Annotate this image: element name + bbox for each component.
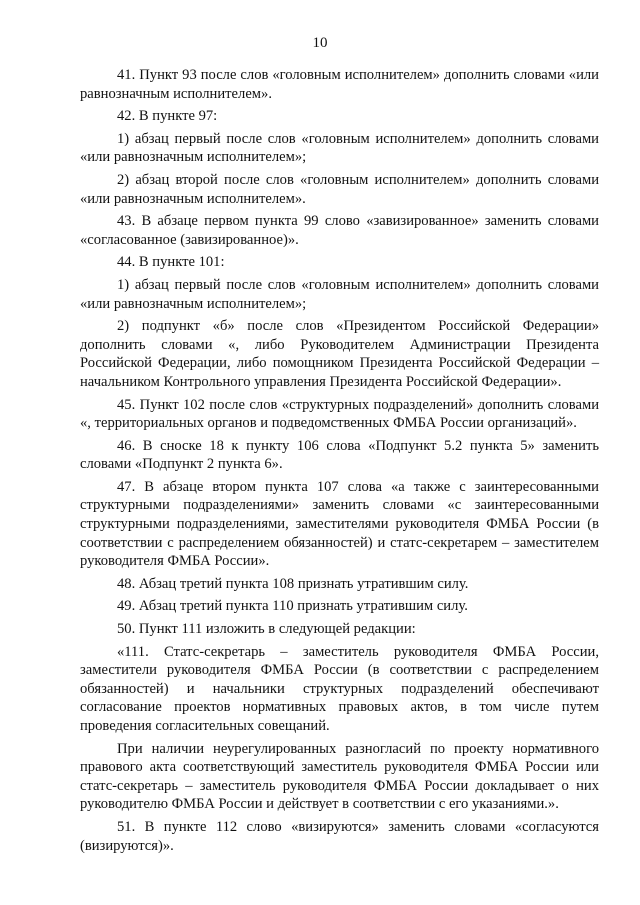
paragraph-50: 50. Пункт 111 изложить в следующей редакции: [117,621,416,638]
paragraph-42-2: 2) абзац второй после слов «головным исполнителем» дополнить словами «или равнозначным исполнителем». [80,171,599,207]
paragraph-42-1: 1) абзац первый после слов «головным исполнителем» дополнить словами «или равнозначным исполнителем»; [80,130,599,166]
paragraph-42: 42. В пункте 97: [117,108,218,125]
paragraph-43: 43. В абзаце первом пункта 99 слово «завизированное» заменить словами «согласованное (завизированное)». [80,213,599,248]
paragraph-41: 41. Пункт 93 после слов «головным исполнителем» дополнить словами «или равнозначным исполнителем». [80,67,599,102]
paragraph-50-quote-cont: При наличии неурегулированных разногласий по проекту нормативного правового акта соответствующий заместитель руководителя ФМБА России или статс-секретарь – заместитель руководителя ФМБА России докладывает о них руководителю ФМБА России и действует в соответствии с его указаниями.». [80,740,599,813]
paragraph-48: 48. Абзац третий пункта 108 признать утратившим силу. [117,575,469,592]
paragraph-46: 46. В сноске 18 к пункту 106 слова «Подпункт 5.2 пункта 5» заменить словами «Подпункт 2 пункта 6». [80,437,599,473]
page-number: 10 [312,35,328,51]
paragraph-44-2: 2) подпункт «б» после слов «Президентом Российской Федерации» дополнить словами «, либо Руководителем Администрации Президента Российской Федерации, либо помощником Президента Российской Федерации – начальником Контрольного управления Президента Российской Федерации». [80,318,599,390]
paragraph-51: 51. В пункте 112 слово «визируются» заменить словами «согласуются (визируются)». [80,818,599,854]
paragraph-50-quote: «111. Статс-секретарь – заместитель руководителя ФМБА России, заместители руководителя ФМБА России (в соответствии с распределением обязанностей) и начальники структурных подразделений обеспечивают согласование проектов нормативных правовых актов, в том числе путем проведения согласительных совещаний. [80,643,599,734]
paragraph-49: 49. Абзац третий пункта 110 признать утратившим силу. [117,598,468,615]
paragraph-44: 44. В пункте 101: [117,254,225,271]
paragraph-44-1: 1) абзац первый после слов «головным исполнителем» дополнить словами «или равнозначным исполнителем»; [80,276,599,312]
paragraph-45: 45. Пункт 102 после слов «структурных подразделений» дополнить словами «, территориальных органов и подведомственных ФМБА России организаций». [80,396,599,432]
paragraph-47: 47. В абзаце втором пункта 107 слова «а также с заинтересованными структурными подразделениями» заменить словами «с заинтересованными структурными подразделениями, заместителями руководителя ФМБА России (в соответствии с распределением обязанностей) и статс-секретарем – заместителем руководителя ФМБА России». [80,478,599,570]
document-body [80,66,599,855]
